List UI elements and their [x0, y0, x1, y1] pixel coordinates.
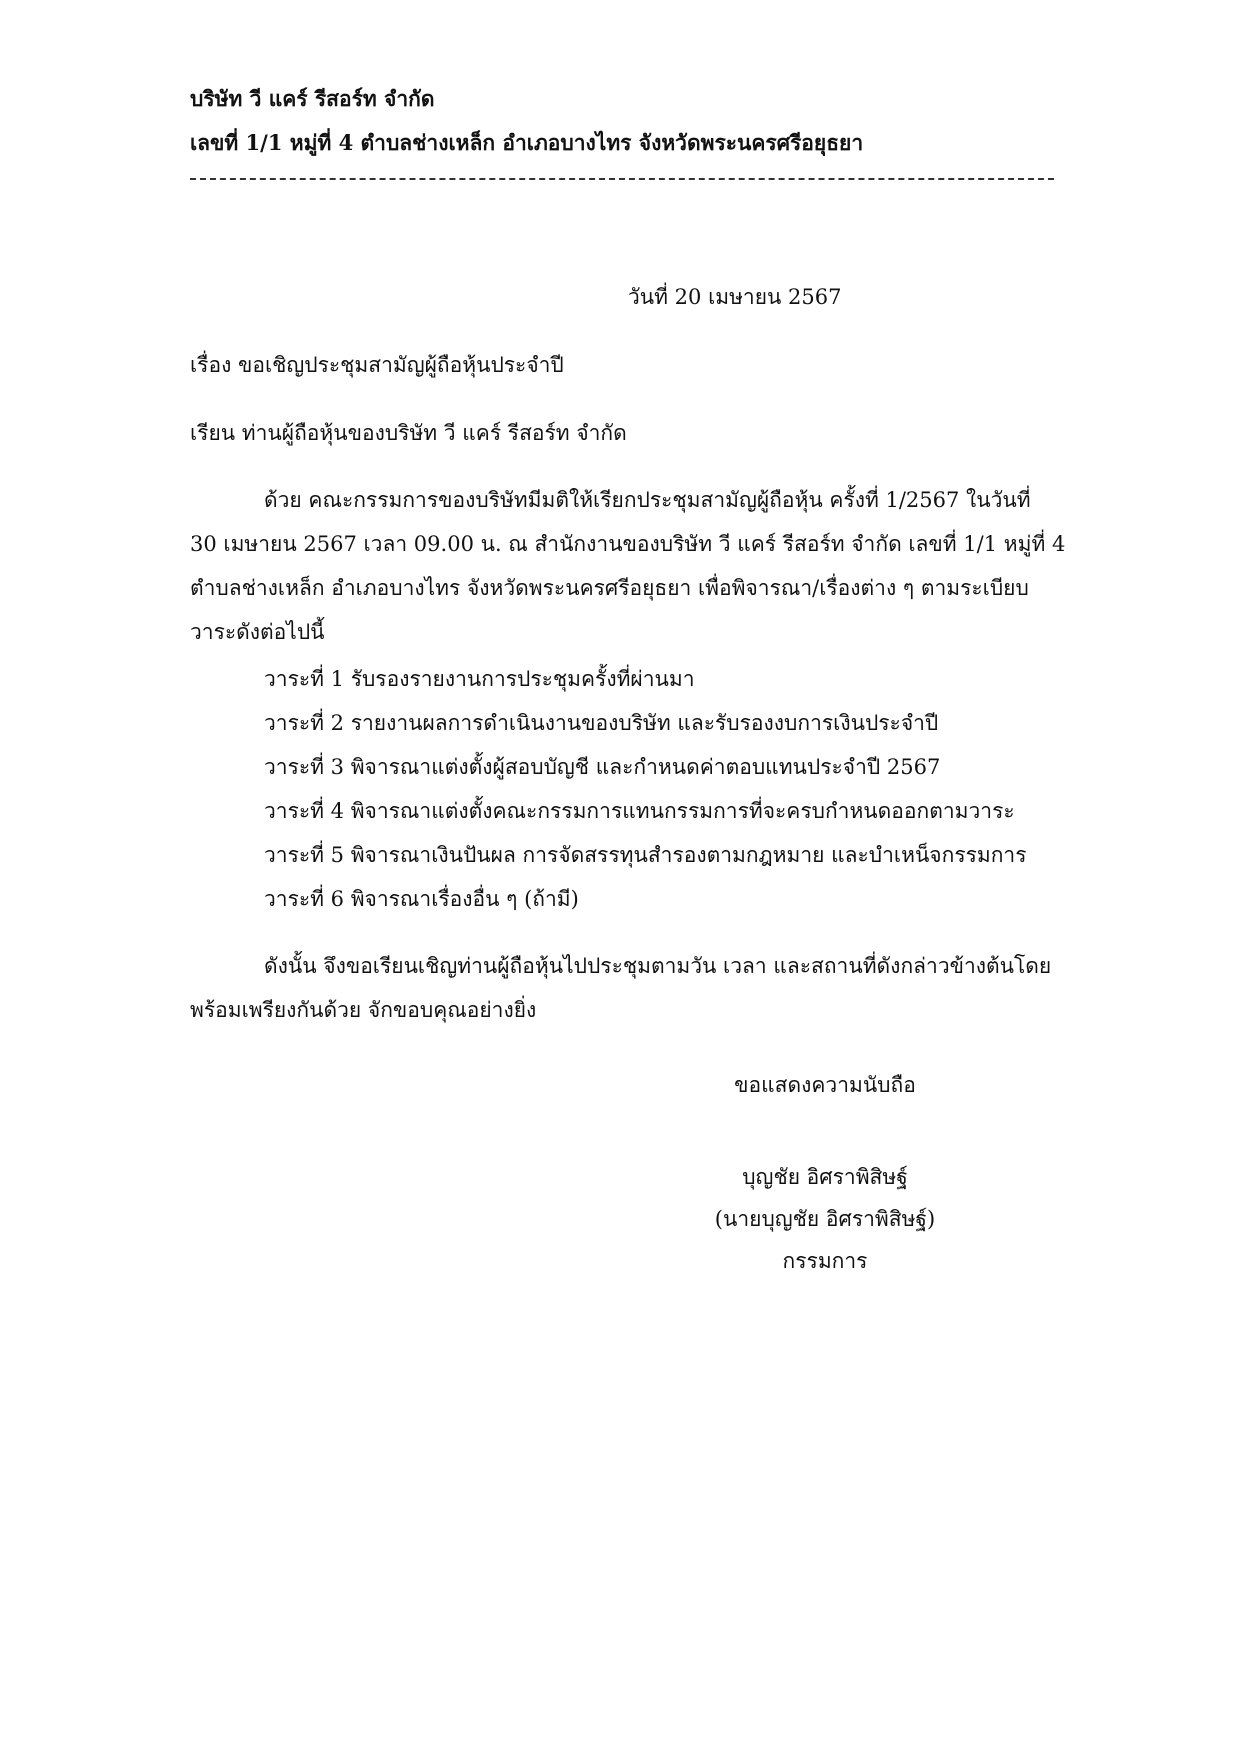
agenda-item: วาระที่ 6 พิจารณาเรื่องอื่น ๆ (ถ้ามี): [264, 887, 579, 911]
signer-position: กรรมการ: [782, 1249, 868, 1273]
intro-line: ด้วย คณะกรรมการของบริษัทมีมติให้เรียกประชุมสามัญผู้ถือหุ้น ครั้งที่ 1/2567 ในวันที่: [264, 488, 1031, 512]
intro-line: ตำบลช่างเหล็ก อำเภอบางไทร จังหวัดพระนครศรีอยุธยา เพื่อพิจารณา/เรื่องต่าง ๆ ตามระเบียบ: [190, 576, 1029, 600]
letter-subject: เรื่อง ขอเชิญประชุมสามัญผู้ถือหุ้นประจำปี: [190, 353, 564, 377]
agenda-item: วาระที่ 2 รายงานผลการดำเนินงานของบริษัท และรับรองงบการเงินประจำปี: [264, 711, 939, 735]
closing-line: ดังนั้น จึงขอเรียนเชิญท่านผู้ถือหุ้นไปประชุมตามวัน เวลา และสถานที่ดังกล่าวข้างต้นโดย: [264, 954, 1052, 978]
closing-line: พร้อมเพรียงกันด้วย จักขอบคุณอย่างยิ่ง: [190, 998, 537, 1022]
header-divider: [190, 178, 1054, 180]
signer-printed-name: (นายบุญชัย อิศราพิสิษฐ์): [714, 1207, 936, 1231]
letter-date: วันที่ 20 เมษายน 2567: [628, 285, 842, 309]
company-address: เลขที่ 1/1 หมู่ที่ 4 ตำบลช่างเหล็ก อำเภอบางไทร จังหวัดพระนครศรีอยุธยา: [190, 130, 864, 155]
agenda-item: วาระที่ 3 พิจารณาแต่งตั้งผู้สอบบัญชี และกำหนดค่าตอบแทนประจำปี 2567: [264, 755, 941, 779]
intro-paragraph: [190, 478, 1066, 654]
intro-line: วาระดังต่อไปนี้: [190, 620, 325, 644]
agenda-item: วาระที่ 4 พิจารณาแต่งตั้งคณะกรรมการแทนกรรมการที่จะครบกำหนดออกตามวาระ: [264, 799, 1015, 823]
company-name: บริษัท วี แคร์ รีสอร์ท จำกัด: [190, 86, 435, 111]
agenda-item: วาระที่ 5 พิจารณาเงินปันผล การจัดสรรทุนสำรองตามกฎหมาย และบำเหน็จกรรมการ: [264, 843, 1027, 867]
closing-paragraph: [190, 944, 1054, 1032]
letter-recipient: เรียน ท่านผู้ถือหุ้นของบริษัท วี แคร์ รีสอร์ท จำกัด: [190, 421, 627, 445]
signer-name: บุญชัย อิศราพิสิษฐ์: [742, 1165, 908, 1189]
regards-text: ขอแสดงความนับถือ: [734, 1073, 916, 1097]
agenda-item: วาระที่ 1 รับรองรายงานการประชุมครั้งที่ผ่านมา: [264, 667, 695, 691]
intro-line: 30 เมษายน 2567 เวลา 09.00 น. ณ สำนักงานของบริษัท วี แคร์ รีสอร์ท จำกัด เลขที่ 1/1 หมู่ที่ 4: [190, 532, 1066, 556]
